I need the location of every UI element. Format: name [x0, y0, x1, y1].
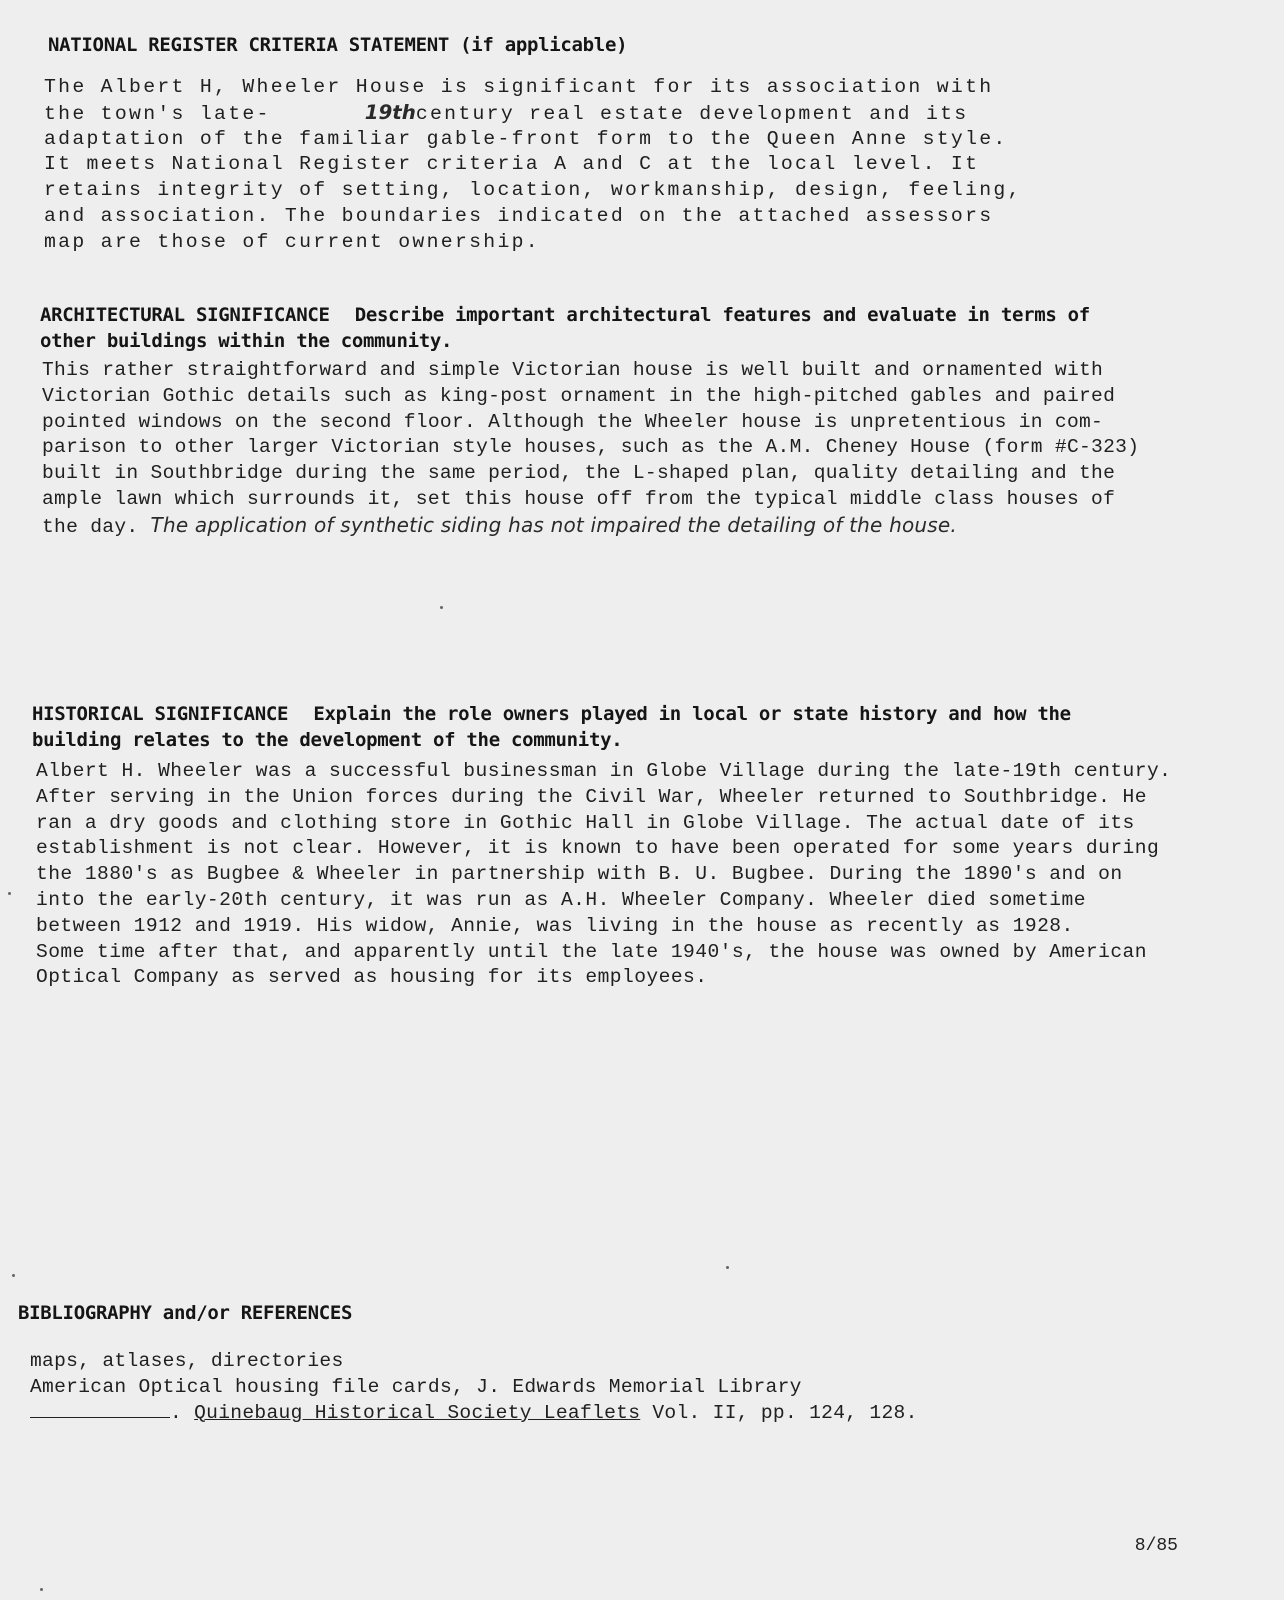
body-line: This rather straightforward and simple Victorian house is well built and ornamented with — [42, 359, 1104, 381]
bibliography-entry: maps, atlases, directories — [30, 1350, 344, 1372]
architectural-body — [42, 358, 1139, 539]
statement-line: map are those of current ownership. — [44, 230, 540, 253]
architectural-heading-line2: other buildings within the community. — [40, 330, 453, 352]
body-line — [42, 513, 1139, 539]
body-text: the day. — [42, 515, 139, 538]
statement-text: century real estate development and its — [415, 102, 969, 125]
body-line: Optical Company as served as housing for its employees. — [36, 966, 708, 989]
scan-speck — [8, 892, 11, 895]
body-line: built in Southbridge during the same period, the L-shaped plan, quality detailing and the — [42, 462, 1116, 485]
body-line: into the early-20th century, it was run as A.H. Wheeler Company. Wheeler died sometime — [36, 888, 1086, 911]
historical-heading — [32, 703, 1071, 725]
national-register-heading: NATIONAL REGISTER CRITERIA STATEMENT (if applicable) — [48, 34, 628, 56]
scan-speck — [40, 1588, 43, 1591]
bibliography-body — [30, 1349, 918, 1426]
body-line: between 1912 and 1919. His widow, Annie, was living in the house as recently as 1928. — [36, 914, 1074, 937]
body-line: Some time after that, and apparently until the late 1940's, the house was owned by American — [36, 940, 1147, 963]
bibliography-title: Quinebaug Historical Society Leaflets — [194, 1401, 641, 1424]
architectural-heading — [40, 304, 1090, 326]
architectural-description: Describe important architectural features and evaluate in terms of — [354, 304, 1090, 326]
bibliography-entry: American Optical housing file cards, J. Edwards Memorial Library — [30, 1375, 802, 1398]
body-line: Albert H. Wheeler was a successful businessman in Globe Village during the late-19th century. — [36, 760, 1172, 782]
statement-text: the town's late- — [44, 102, 271, 125]
ditto-blank-line — [30, 1403, 170, 1418]
scan-speck — [440, 606, 443, 609]
historical-description: Explain the role owners played in local or state history and how the — [313, 703, 1071, 725]
statement-line — [44, 100, 1022, 126]
body-line: ample lawn which surrounds it, set this house off from the typical middle class houses of — [42, 487, 1116, 510]
body-line: the 1880's as Bugbee & Wheeler in partnership with B. U. Bugbee. During the 1890's and on — [36, 863, 1123, 886]
statement-line: retains integrity of setting, location, workmanship, design, feeling, — [44, 179, 1022, 202]
body-line: After serving in the Union forces during the Civil War, Wheeler returned to Southbridge. He — [36, 785, 1147, 808]
bibliography-heading: BIBLIOGRAPHY and/or REFERENCES — [18, 1302, 353, 1324]
statement-line: adaptation of the familiar gable-front form to the Queen Anne style. — [44, 127, 1008, 150]
bibliography-entry: . Quinebaug Historical Society Leaflets Vol. II, pp. 124, 128. — [30, 1401, 918, 1427]
national-register-statement — [44, 74, 1022, 255]
historical-heading-line2: building relates to the development of the community. — [32, 729, 623, 751]
body-line: establishment is not clear. However, it is known to have been operated for some years during — [36, 837, 1160, 860]
historical-title: HISTORICAL SIGNIFICANCE — [32, 703, 289, 725]
statement-line: and association. The boundaries indicated on the attached assessors — [44, 204, 994, 227]
historical-body — [36, 759, 1171, 991]
bibliography-details: Vol. II, pp. 124, 128. — [652, 1401, 918, 1424]
statement-line: It meets National Register criteria A and C at the local level. It — [44, 153, 980, 176]
body-line: parison to other larger Victorian style houses, such as the A.M. Cheney House (form #C-323) — [42, 436, 1140, 459]
page-number: 8/85 — [1134, 1536, 1178, 1556]
body-line: Victorian Gothic details such as king-post ornament in the high-pitched gables and paired — [42, 384, 1116, 407]
handwritten-note: The application of synthetic siding has not impaired the detailing of the house. — [150, 512, 957, 537]
architectural-title: ARCHITECTURAL SIGNIFICANCE — [40, 304, 330, 326]
statement-line: The Albert H, Wheeler House is significant for its association with — [44, 76, 994, 98]
scan-speck — [12, 1274, 15, 1277]
scan-speck — [726, 1266, 729, 1269]
body-line: pointed windows on the second floor. Although the Wheeler house is unpretentious in com- — [42, 410, 1104, 433]
body-line: ran a dry goods and clothing store in Gothic Hall in Globe Village. The actual date of its — [36, 811, 1135, 834]
handwritten-correction: 19th — [364, 100, 416, 124]
